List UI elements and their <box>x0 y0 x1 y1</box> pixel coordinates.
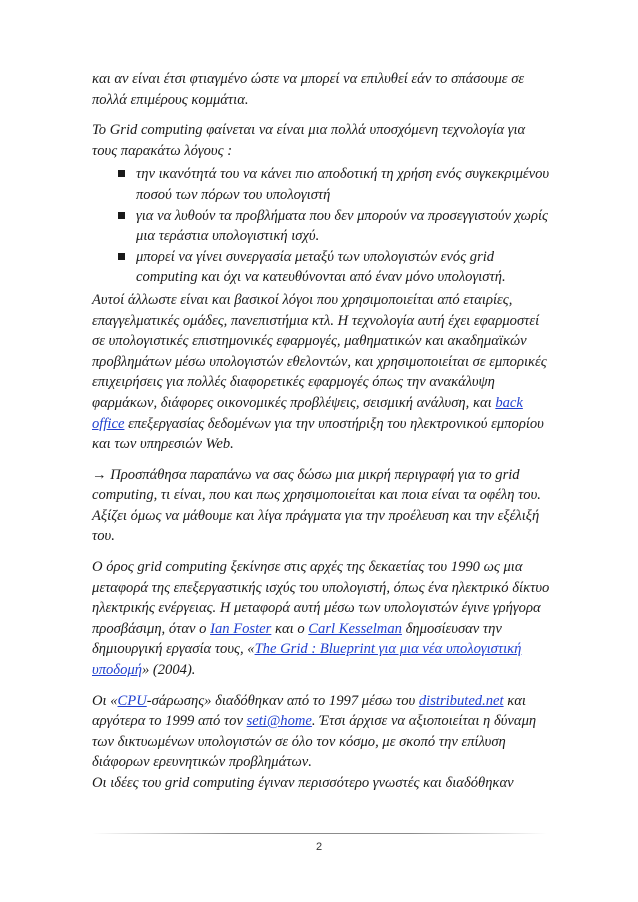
paragraph-ideas-spread: Οι ιδέες του grid computing έγιναν περισσότερο γνωστές και διαδόθηκαν <box>92 775 514 791</box>
paragraph-text: Αυτοί άλλωστε είναι και βασικοί λόγοι που χρησιμοποιείται από εταιρίες, επαγγελματικές ομάδες, πανεπιστήμια κτλ. Η τεχνολογία αυτή έχει εφαρμοστεί σε υπολογιστικές επιστημονικές εφαρμογές, μαθηματικών και ακαδημαϊκών προβλημάτων μέσω υπολογιστών εθελοντών, και χρησιμοποιείται σε εμπορικές επιχειρήσεις για πολλές διαφορετικές εφαρμογές όπως την ανακάλυψη φαρμάκων, διάφορες οικονομικές προβλέψεις, σεισμική ανάλυση, και <box>92 291 547 411</box>
paragraph-text: δημοσίευσαν την δημιουργική εργασία τους, « <box>92 620 502 658</box>
back-office-link[interactable]: back office <box>92 394 523 432</box>
paragraph-text: και ο <box>271 620 309 637</box>
grid-blueprint-link[interactable]: The Grid : Blueprint για μια νέα υπολογιστική υποδομή <box>92 641 522 679</box>
square-bullet-icon <box>118 212 125 219</box>
document-body <box>92 69 550 794</box>
paragraph-cpu-scavenging <box>92 691 550 773</box>
paragraph-text: -σάρωσης» διαδόθηκαν από το 1997 μέσω του <box>146 692 419 709</box>
carl-kesselman-link[interactable]: Carl Kesselman <box>308 620 402 637</box>
list-item-text: την ικανότητά του να κάνει πιο αποδοτική τη χρήση ενός συγκεκριμένου ποσού των πόρων του υπολογιστή <box>136 166 550 203</box>
list-item <box>92 164 550 205</box>
paragraph-text: Ο όρος grid computing ξεκίνησε στις αρχές της δεκαετίας του 1990 ως μια μεταφορά της επεξεργαστικής ισχύς του υπολογιστή, όπως ένα ηλεκτρικό δίκτυο ηλεκτρικής ενέργειας. Η μεταφορά αυτή μέσω των υπολογιστών έγινε γρήγορα προσβάσιμη, όταν ο <box>92 559 550 637</box>
paragraph-uses <box>92 290 550 455</box>
ian-foster-link[interactable]: Ian Foster <box>210 620 272 637</box>
paragraph-text: και αργότερα το 1999 από τον <box>92 692 526 730</box>
square-bullet-icon <box>118 170 125 177</box>
paragraph-intro-continuation: και αν είναι έτσι φτιαγμένο ώστε να μπορεί να επιλυθεί εάν το σπάσουμε σε πολλά επιμέρους κομμάτια. <box>92 71 525 108</box>
paragraph-text: . Έτσι άρχισε να αξιοποιείται η δύναμη των δικτυωμένων υπολογιστών σε όλο τον κόσμο, με σκοπό την επίλυση διάφορων ερευνητικών προβλημάτων. <box>92 713 537 771</box>
cpu-link[interactable]: CPU <box>117 692 147 709</box>
seti-at-home-link[interactable]: seti@home <box>246 713 312 730</box>
paragraph-text: Οι « <box>92 692 118 709</box>
list-item-text: μπορεί να γίνει συνεργασία μεταξύ των υπολογιστών ενός grid computing και όχι να κατευθύνονται από έναν μόνο υπολογιστή. <box>136 248 506 286</box>
paragraph-text: » (2004). <box>141 662 196 679</box>
list-item-text: για να λυθούν τα προβλήματα που δεν μπορούν να προσεγγιστούν χωρίς μια τεράστια υπολογιστική ισχύ. <box>136 207 548 245</box>
square-bullet-icon <box>118 253 125 260</box>
page-number: 2 <box>315 841 323 853</box>
list-item <box>92 247 550 288</box>
footer-divider <box>92 833 547 834</box>
paragraph-grid-promise: Το Grid computing φαίνεται να είναι μια πολλά υποσχόμενη τεχνολογία για τους παρακάτω λόγους : <box>92 122 526 159</box>
paragraph-origin <box>92 557 550 681</box>
paragraph-overview-arrow: → Προσπάθησα παραπάνω να σας δώσω μια μικρή περιγραφή για το grid computing, τι είναι, που και πως χρησιμοποιείται και ποια είναι τα οφέλη του. Αξίζει όμως να μάθουμε και λίγα πράγματα για την προέλευση και την εξέλιξή του. <box>92 466 541 545</box>
reasons-list <box>92 164 550 288</box>
distributed-net-link[interactable]: distributed.net <box>418 692 504 709</box>
paragraph-text: επεξεργασίας δεδομένων για την υποστήριξη του ηλεκτρονικού εμπορίου και των υπηρεσιών Web. <box>92 415 544 453</box>
list-item <box>92 206 550 247</box>
